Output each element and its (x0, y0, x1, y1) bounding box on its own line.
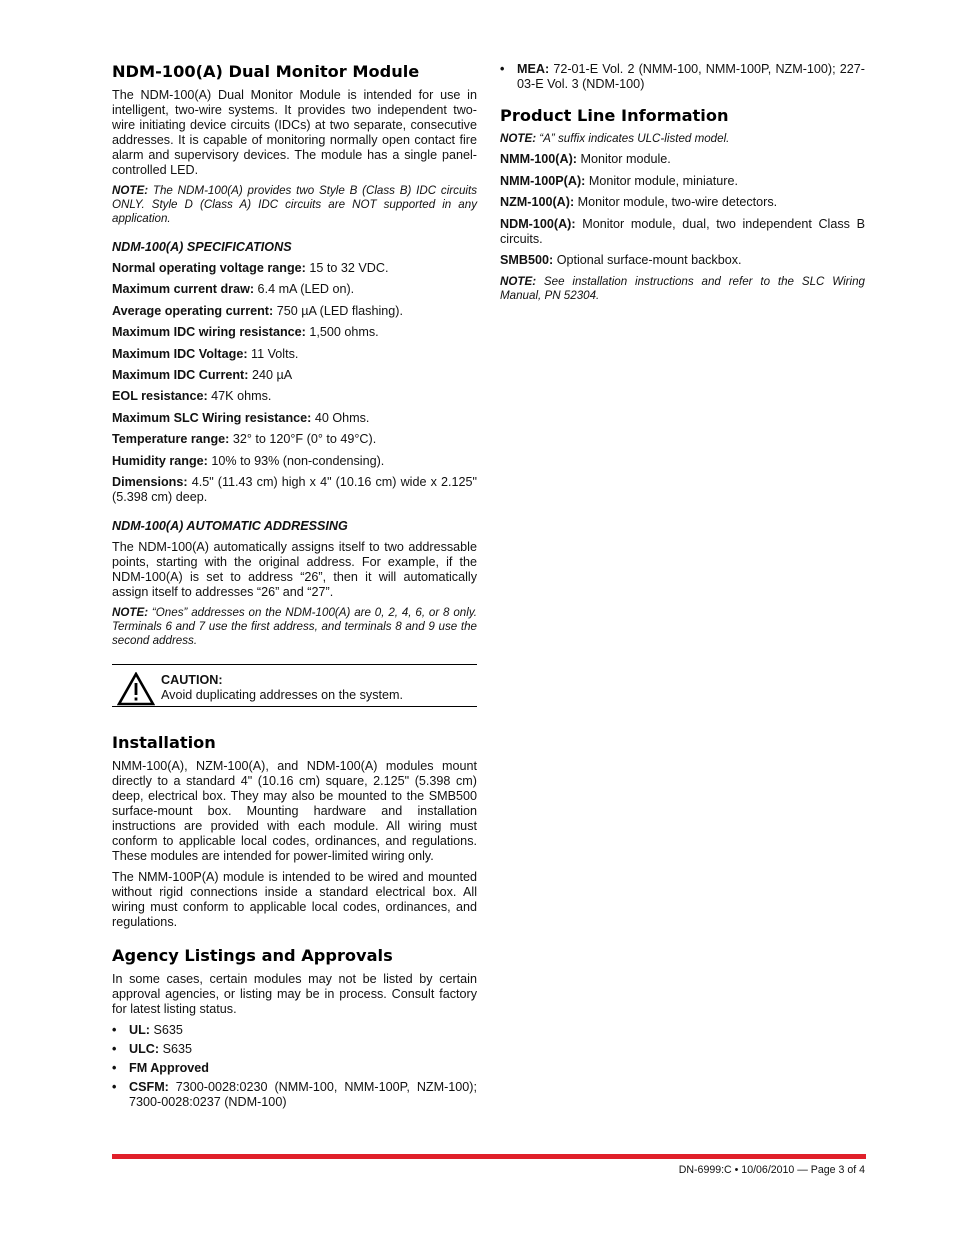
list-item-ul: • UL: S635 (112, 1023, 477, 1038)
addressing-heading: NDM-100(A) AUTOMATIC ADDRESSING (112, 518, 348, 533)
spec-dimensions: Dimensions: 4.5" (11.43 cm) high x 4" (10.16 cm) wide x 2.125" (5.398 cm) deep. (112, 474, 477, 504)
spec-idc-resistance: Maximum IDC wiring resistance: 1,500 ohms. (112, 325, 379, 340)
installation-p2: The NMM-100P(A) module is intended to be wired and mounted without rigid connections inside a standard electrical box. All wiring must conform to applicable local codes, ordinances, and regulations. (112, 869, 477, 929)
agency-list-continued (500, 62, 865, 92)
list-item-mea: • MEA: 72-01-E Vol. 2 (NMM-100, NMM-100P, NZM-100); 227-03-E Vol. 3 (NDM-100) (500, 62, 865, 92)
spec-idc-current: Maximum IDC Current: 240 µA (112, 367, 293, 382)
specs-heading: NDM-100(A) SPECIFICATIONS (112, 240, 292, 254)
spec-eol: EOL resistance: 47K ohms. (112, 389, 272, 404)
caution-box (112, 664, 477, 707)
right-column (500, 62, 865, 313)
spec-idc-voltage: Maximum IDC Voltage: 11 Volts. (112, 346, 299, 361)
product-nzm: NZM-100(A): Monitor module, two-wire detectors. (500, 195, 778, 210)
product-title: Product Line Information (500, 106, 729, 125)
spec-avg-current: Average operating current: 750 µA (LED flashing). (112, 303, 403, 318)
installation-title: Installation (112, 732, 216, 752)
note-idc: NOTE: The NDM-100(A) provides two Style B (Class B) IDC circuits ONLY. Style D (Class A) IDC circuits are NOT supported in any application. (112, 184, 477, 225)
spec-temperature: Temperature range: 32° to 120°F (0° to 49°C). (112, 432, 377, 447)
footer-bar (112, 1154, 866, 1159)
product-ndm: NDM-100(A): Monitor module, dual, two independent Class B circuits. (500, 216, 865, 246)
agency-list (112, 1023, 477, 1110)
product-nmm: NMM-100(A): Monitor module. (500, 152, 671, 166)
note-installation: NOTE: See installation instructions and refer to the SLC Wiring Manual, PN 52304. (500, 274, 865, 302)
note-suffix: NOTE: “A” suffix indicates ULC-listed model. (500, 132, 730, 145)
left-column (112, 62, 477, 1114)
warning-triangle-icon (117, 672, 155, 710)
product-smb500: SMB500: Optional surface-mount backbox. (500, 253, 742, 268)
caution-title: CAUTION: (161, 672, 223, 687)
spec-slc-resistance: Maximum SLC Wiring resistance: 40 Ohms. (112, 410, 370, 425)
list-item-ulc: • ULC: S635 (112, 1042, 477, 1057)
spec-current-draw: Maximum current draw: 6.4 mA (LED on). (112, 282, 355, 297)
installation-p1: NMM-100(A), NZM-100(A), and NDM-100(A) modules mount directly to a standard 4" (10.16 cm) square, 2.125" (5.398 cm) deep, electrical box. They may also be mounted to the SMB500 surface-mount box. Mounting hardware and installation instructions are provided with each module. All wiring must conform to applicable local codes, ordinances, and regulations. These modules are intended for power-limited wiring only. (112, 758, 477, 863)
spec-humidity: Humidity range: 10% to 93% (non-condensing). (112, 453, 385, 468)
list-item-csfm: • CSFM: 7300-0028:0230 (NMM-100, NMM-100P, NZM-100); 7300-0028:0237 (NDM-100) (112, 1080, 477, 1110)
list-item-fm: • FM Approved (112, 1061, 477, 1076)
module-intro: The NDM-100(A) Dual Monitor Module is intended for use in intelligent, two-wire systems. It provides two independent two-wire initiating device circuits (IDCs) at two separate, consecutive addresses. It is capable of monitoring normally open contact fire alarm and supervisory devices. The module has a single panel-controlled LED. (112, 88, 477, 177)
specs-list (112, 261, 477, 505)
caution-text: Avoid duplicating addresses on the system. (161, 687, 403, 702)
module-title: NDM-100(A) Dual Monitor Module (112, 62, 420, 81)
product-nmmp: NMM-100P(A): Monitor module, miniature. (500, 173, 738, 188)
addressing-text: The NDM-100(A) automatically assigns itself to two addressable points, starting with the original address. For example, if the NDM-100(A) is set to address “26”, then it will automatically assign itself to addresses “26” and “27”. (112, 539, 477, 599)
agency-title: Agency Listings and Approvals (112, 945, 393, 965)
agency-text: In some cases, certain modules may not be listed by certain approval agencies, or listing may be in process. Consult factory for latest listing status. (112, 971, 477, 1016)
note-addresses: NOTE: “Ones” addresses on the NDM-100(A) are 0, 2, 4, 6, or 8 only. Terminals 6 and 7 use the first address, and terminals 8 and 9 use the second address. (112, 605, 477, 647)
spec-voltage: Normal operating voltage range: 15 to 32 VDC. (112, 261, 389, 275)
footer-page-info: DN-6999:C • 10/06/2010 — Page 3 of 4 (678, 1164, 865, 1176)
